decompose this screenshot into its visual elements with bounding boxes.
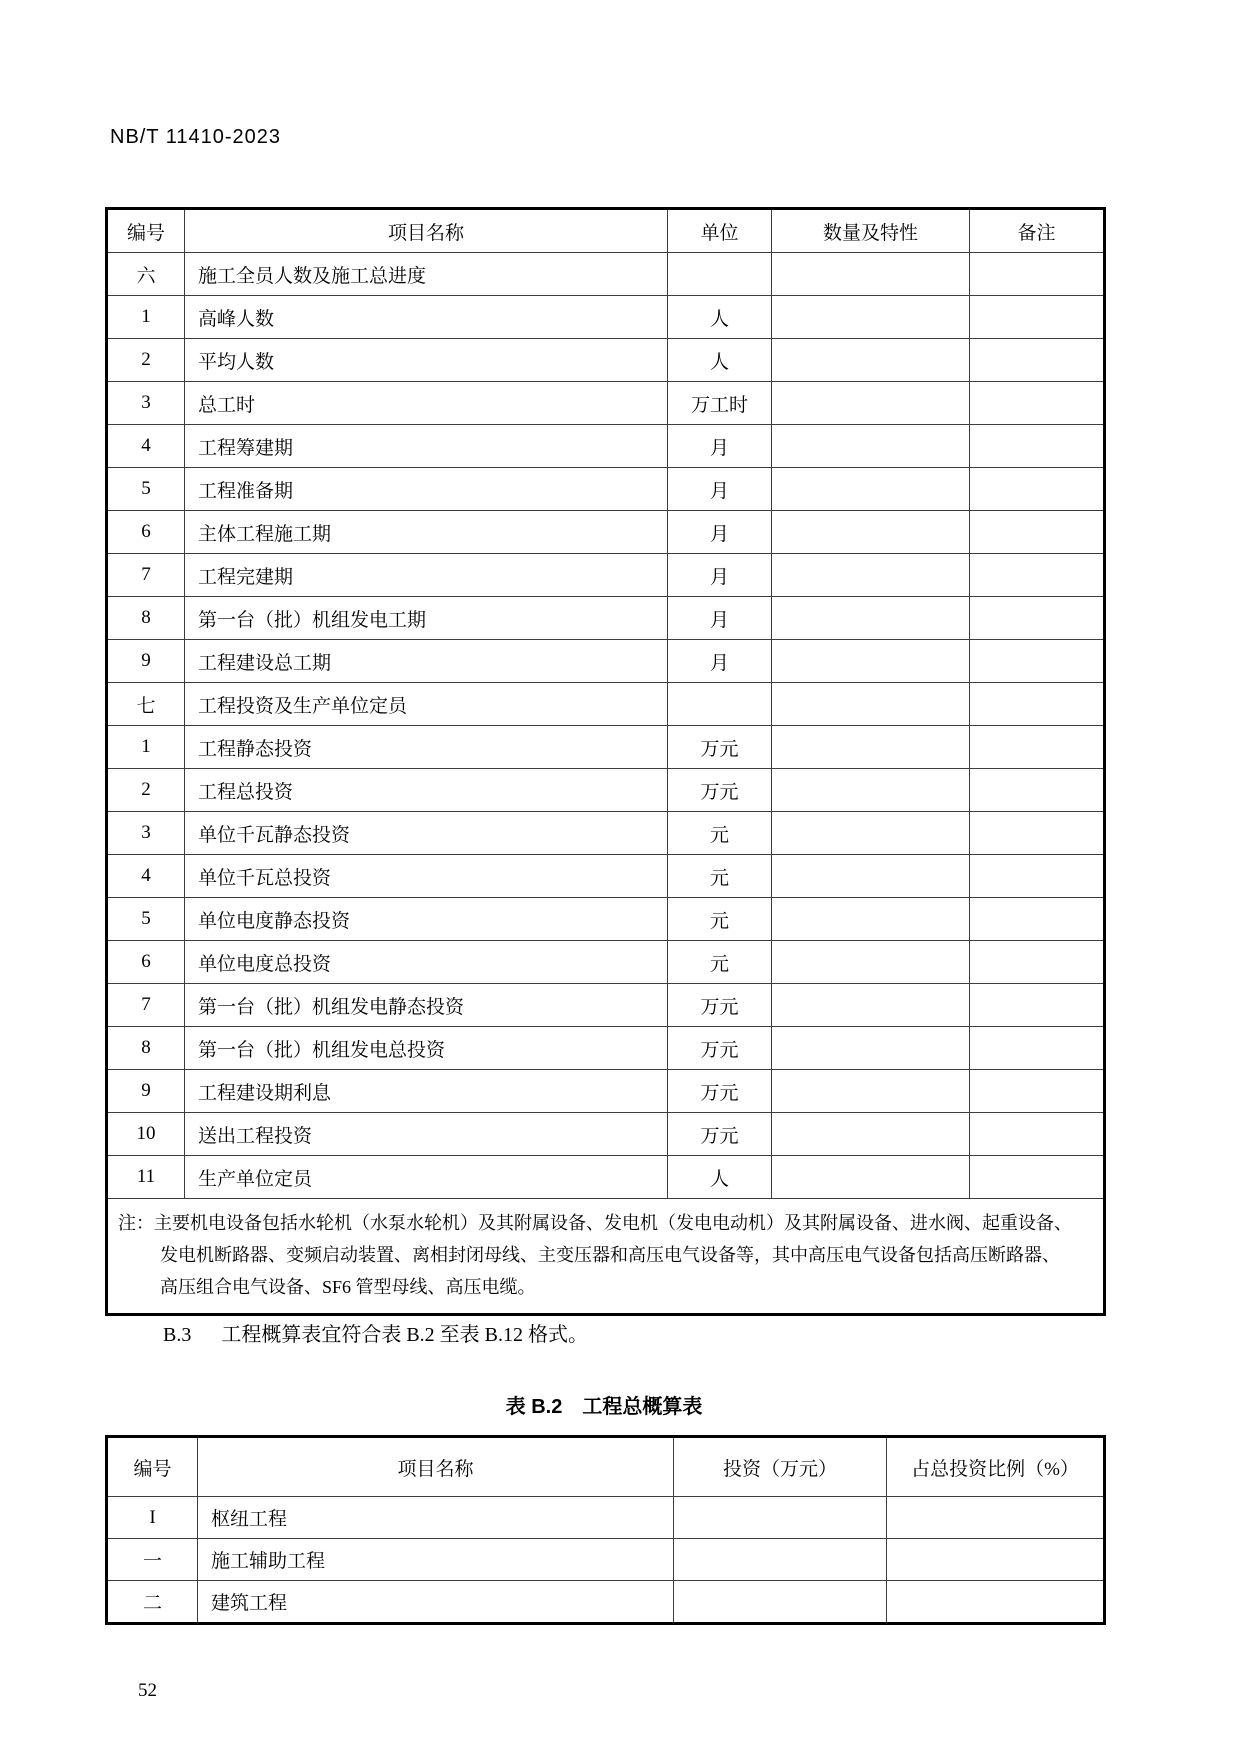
table-cell <box>772 1156 970 1199</box>
table-cell: 万元 <box>668 769 772 812</box>
table-cell: I <box>107 1497 198 1539</box>
table-row <box>107 382 1105 425</box>
column-header-ratio: 占总投资比例（%） <box>887 1437 1105 1497</box>
table-cell <box>772 296 970 339</box>
table-body <box>107 1497 1105 1624</box>
table-row <box>107 468 1105 511</box>
table-cell <box>887 1581 1105 1624</box>
table-row <box>107 1539 1105 1581</box>
table-cell <box>970 941 1105 984</box>
table-cell <box>970 683 1105 726</box>
table-cell: 总工时 <box>185 382 668 425</box>
table-cell: 工程建设总工期 <box>185 640 668 683</box>
table-cell <box>772 640 970 683</box>
column-header-remark: 备注 <box>970 209 1105 253</box>
table-cell: 6 <box>107 511 185 554</box>
table-cell: 万元 <box>668 1027 772 1070</box>
table-row <box>107 1113 1105 1156</box>
table-cell <box>970 769 1105 812</box>
page-number: 52 <box>138 1680 157 1701</box>
table-cell: 主体工程施工期 <box>185 511 668 554</box>
table-cell: 1 <box>107 296 185 339</box>
table-body <box>107 253 1105 1199</box>
table-cell: 月 <box>668 640 772 683</box>
table-cell: 工程静态投资 <box>185 726 668 769</box>
note-label: 注： <box>118 1213 154 1233</box>
table-cell <box>772 683 970 726</box>
table-cell: 7 <box>107 554 185 597</box>
table-cell: 单位电度总投资 <box>185 941 668 984</box>
table-cell: 9 <box>107 1070 185 1113</box>
table-b2-title: 表 B.2 工程总概算表 <box>505 1396 703 1418</box>
table-cell: 月 <box>668 597 772 640</box>
table-cell <box>772 1027 970 1070</box>
table-row <box>107 425 1105 468</box>
table-cell: 单位千瓦总投资 <box>185 855 668 898</box>
table-cell: 万元 <box>668 1113 772 1156</box>
table-row <box>107 253 1105 296</box>
table-cell <box>772 984 970 1027</box>
table-cell: 万元 <box>668 984 772 1027</box>
table-cell <box>772 941 970 984</box>
table-cell <box>772 1113 970 1156</box>
table-cell: 2 <box>107 769 185 812</box>
table-cell <box>970 984 1105 1027</box>
table-row <box>107 941 1105 984</box>
table-row <box>107 898 1105 941</box>
table-cell <box>970 898 1105 941</box>
table-cell <box>772 769 970 812</box>
table-cell <box>674 1539 887 1581</box>
table-row <box>107 296 1105 339</box>
table-cell <box>772 855 970 898</box>
note-line-3: 高压组合电气设备、SF6 管型母线、高压电缆。 <box>160 1277 536 1297</box>
table-cell: 送出工程投资 <box>185 1113 668 1156</box>
total-budget-table <box>105 1435 1106 1625</box>
table-row <box>107 511 1105 554</box>
table-note-row <box>107 1199 1105 1315</box>
table-cell <box>970 511 1105 554</box>
table-cell <box>772 597 970 640</box>
table-cell: 2 <box>107 339 185 382</box>
table-cell <box>887 1497 1105 1539</box>
table-cell: 单位电度静态投资 <box>185 898 668 941</box>
table-cell: 工程准备期 <box>185 468 668 511</box>
table-cell: 元 <box>668 812 772 855</box>
table-cell: 万元 <box>668 1070 772 1113</box>
table-cell: 高峰人数 <box>185 296 668 339</box>
table-cell <box>970 339 1105 382</box>
table-cell <box>772 812 970 855</box>
table-cell <box>970 1156 1105 1199</box>
table-cell <box>772 511 970 554</box>
standard-code: NB/T 11410-2023 <box>110 126 282 148</box>
table-cell: 万工时 <box>668 382 772 425</box>
table-cell: 第一台（批）机组发电工期 <box>185 597 668 640</box>
table-cell: 第一台（批）机组发电总投资 <box>185 1027 668 1070</box>
table-cell <box>970 1070 1105 1113</box>
column-header-number: 编号 <box>107 1437 198 1497</box>
table-cell: 枢纽工程 <box>198 1497 674 1539</box>
table-cell: 4 <box>107 855 185 898</box>
table-cell <box>970 1027 1105 1070</box>
table-cell: 月 <box>668 511 772 554</box>
table-cell: 人 <box>668 339 772 382</box>
table-cell: 工程总投资 <box>185 769 668 812</box>
table-row <box>107 597 1105 640</box>
table-row <box>107 640 1105 683</box>
table-cell: 元 <box>668 855 772 898</box>
table-cell <box>970 253 1105 296</box>
table-cell: 元 <box>668 941 772 984</box>
table-row <box>107 1497 1105 1539</box>
column-header-quantity: 数量及特性 <box>772 209 970 253</box>
table-cell <box>970 597 1105 640</box>
table-row <box>107 554 1105 597</box>
table-cell: 3 <box>107 812 185 855</box>
table-cell <box>674 1581 887 1624</box>
table-row <box>107 683 1105 726</box>
table-row <box>107 1581 1105 1624</box>
table-row <box>107 984 1105 1027</box>
table-cell <box>772 339 970 382</box>
table-cell <box>970 296 1105 339</box>
table-cell <box>970 726 1105 769</box>
column-header-number: 编号 <box>107 209 185 253</box>
table-cell: 6 <box>107 941 185 984</box>
table-cell <box>772 382 970 425</box>
table-row <box>107 339 1105 382</box>
table-cell: 施工全员人数及施工总进度 <box>185 253 668 296</box>
note-line-2: 发电机断路器、变频启动装置、离相封闭母线、主变压器和高压电气设备等，其中高压电气设备包括高压断路器、 <box>160 1245 1060 1265</box>
paragraph-b3-text: 工程概算表宜符合表 B.2 至表 B.12 格式。 <box>221 1324 589 1346</box>
column-header-item-name: 项目名称 <box>198 1437 674 1497</box>
table-cell: 5 <box>107 898 185 941</box>
table-row <box>107 1070 1105 1113</box>
paragraph-b3 <box>163 1318 588 1347</box>
table-cell: 11 <box>107 1156 185 1199</box>
table-cell <box>674 1497 887 1539</box>
table-row <box>107 1156 1105 1199</box>
table-note <box>107 1199 1105 1315</box>
table-cell: 人 <box>668 1156 772 1199</box>
table-cell: 工程建设期利息 <box>185 1070 668 1113</box>
column-header-investment: 投资（万元） <box>674 1437 887 1497</box>
table-cell <box>970 468 1105 511</box>
table-cell: 建筑工程 <box>198 1581 674 1624</box>
table-cell <box>772 898 970 941</box>
table-cell <box>772 468 970 511</box>
table-cell: 一 <box>107 1539 198 1581</box>
table-cell: 月 <box>668 468 772 511</box>
table-cell <box>772 1070 970 1113</box>
table-cell <box>970 382 1105 425</box>
table-cell: 人 <box>668 296 772 339</box>
note-text: 主要机电设备包括水轮机（水泵水轮机）及其附属设备、发电机（发电电动机）及其附属设备、进水阀、起重设备、 <box>154 1213 1072 1233</box>
table-cell <box>772 726 970 769</box>
table-cell <box>772 425 970 468</box>
table-cell: 六 <box>107 253 185 296</box>
table-cell: 工程筹建期 <box>185 425 668 468</box>
table-cell <box>668 253 772 296</box>
paragraph-b3-label: B.3 <box>163 1324 192 1346</box>
table-cell: 8 <box>107 1027 185 1070</box>
table-cell: 5 <box>107 468 185 511</box>
table-cell: 9 <box>107 640 185 683</box>
table-row <box>107 1027 1105 1070</box>
table-cell <box>887 1539 1105 1581</box>
table-cell: 元 <box>668 898 772 941</box>
table-cell: 10 <box>107 1113 185 1156</box>
table-row <box>107 812 1105 855</box>
table-cell: 七 <box>107 683 185 726</box>
table-row <box>107 726 1105 769</box>
table-cell: 生产单位定员 <box>185 1156 668 1199</box>
column-header-item-name: 项目名称 <box>185 209 668 253</box>
table-cell <box>668 683 772 726</box>
table-cell: 月 <box>668 554 772 597</box>
table-row <box>107 855 1105 898</box>
table-cell: 1 <box>107 726 185 769</box>
table-cell: 工程完建期 <box>185 554 668 597</box>
table-header-row <box>107 209 1105 253</box>
table-cell: 月 <box>668 425 772 468</box>
table-cell: 3 <box>107 382 185 425</box>
table-cell <box>772 554 970 597</box>
table-cell <box>970 1113 1105 1156</box>
table-cell: 第一台（批）机组发电静态投资 <box>185 984 668 1027</box>
table-cell: 8 <box>107 597 185 640</box>
note-line-1 <box>118 1207 1091 1239</box>
table-cell: 工程投资及生产单位定员 <box>185 683 668 726</box>
table-cell: 单位千瓦静态投资 <box>185 812 668 855</box>
table-cell: 万元 <box>668 726 772 769</box>
table-cell <box>970 554 1105 597</box>
table-cell: 施工辅助工程 <box>198 1539 674 1581</box>
table-header-row <box>107 1437 1105 1497</box>
table-cell <box>970 812 1105 855</box>
table-cell <box>970 425 1105 468</box>
table-cell: 平均人数 <box>185 339 668 382</box>
table-cell: 4 <box>107 425 185 468</box>
table-cell: 7 <box>107 984 185 1027</box>
table-row <box>107 769 1105 812</box>
construction-summary-table <box>105 207 1106 1316</box>
table-cell <box>772 253 970 296</box>
column-header-unit: 单位 <box>668 209 772 253</box>
table-cell <box>970 640 1105 683</box>
table-cell: 二 <box>107 1581 198 1624</box>
table-cell <box>970 855 1105 898</box>
